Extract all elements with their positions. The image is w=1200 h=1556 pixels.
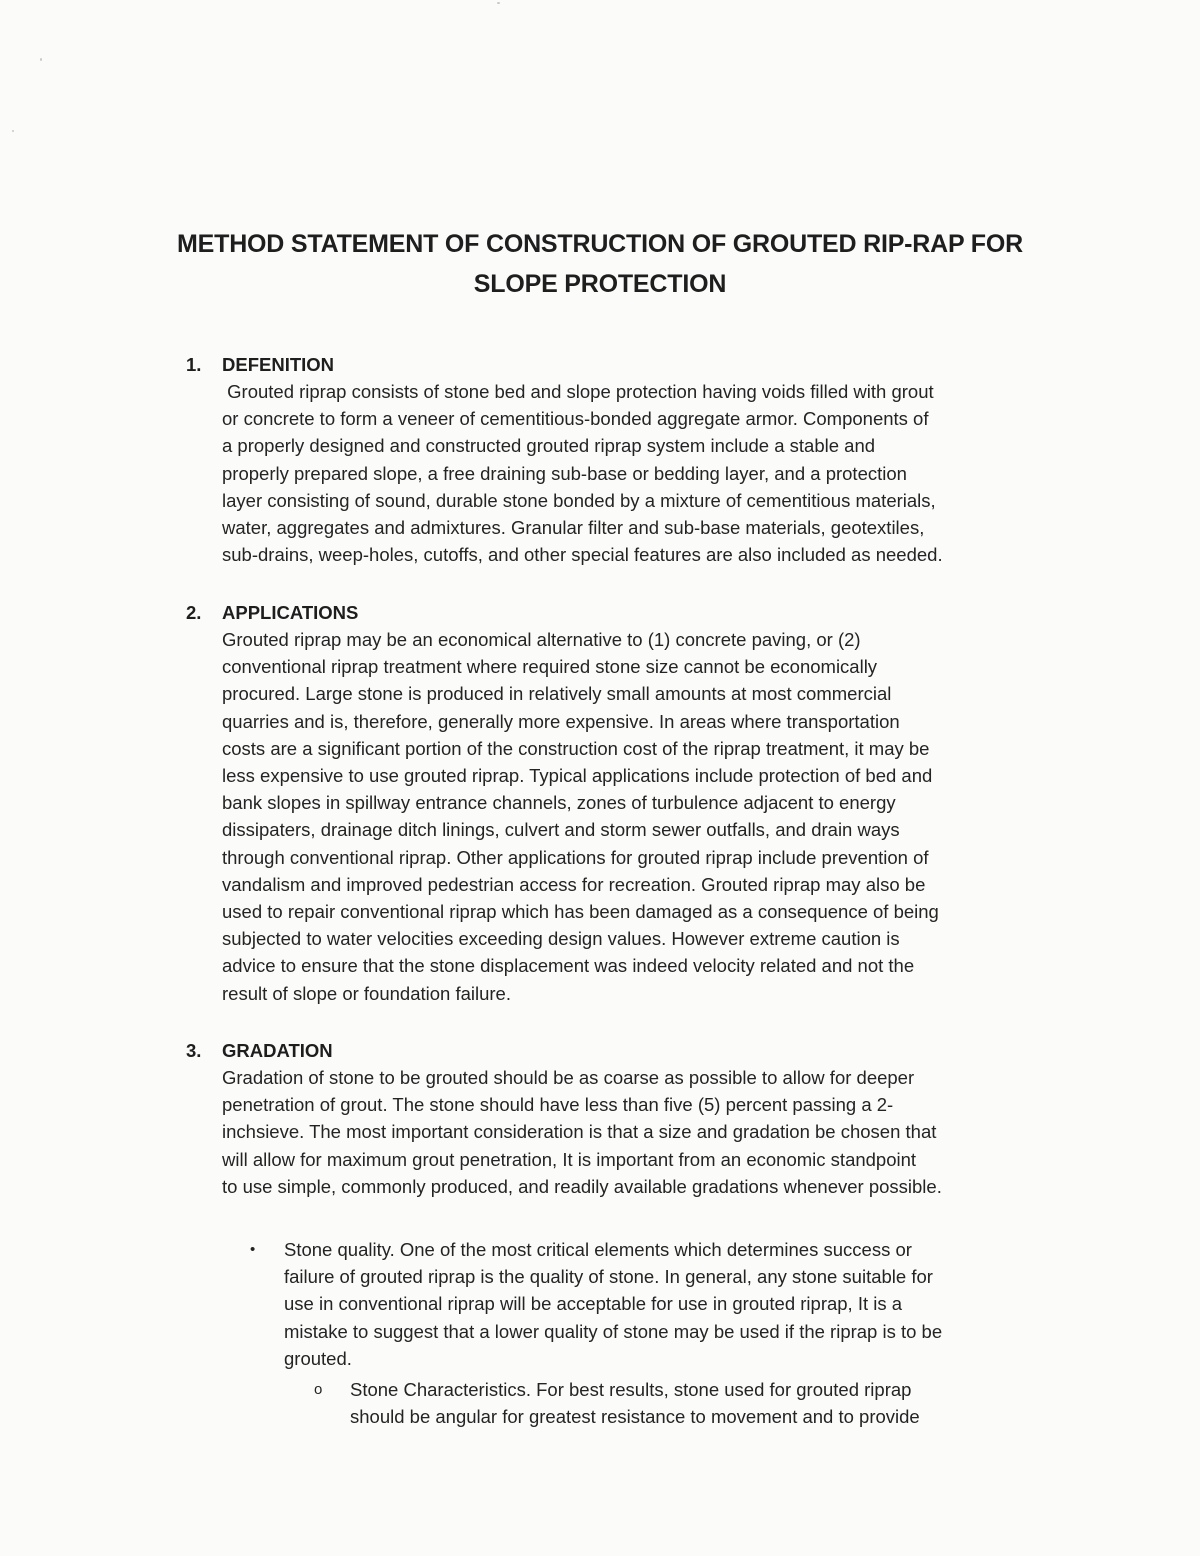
section-number: 3. bbox=[186, 1040, 202, 1061]
bullet-line: grouted. bbox=[284, 1347, 352, 1369]
section-body bbox=[222, 626, 1036, 1007]
section-heading bbox=[186, 600, 1036, 626]
bullet-stone-quality bbox=[250, 1236, 1040, 1372]
body-line: advice to ensure that the stone displacement was indeed velocity related and not the bbox=[222, 955, 915, 977]
document-title bbox=[160, 224, 1040, 304]
body-line: quarries and is, therefore, generally more expensive. In areas where transportation bbox=[222, 710, 900, 732]
bullet-marker: • bbox=[250, 1241, 256, 1258]
body-line: bank slopes in spillway entrance channels, zones of turbulence adjacent to energy bbox=[222, 792, 896, 814]
body-line: result of slope or foundation failure. bbox=[222, 982, 511, 1004]
section-definition bbox=[186, 352, 1036, 568]
body-line: Grouted riprap consists of stone bed and slope protection having voids filled with grout bbox=[222, 381, 934, 402]
section-applications bbox=[186, 600, 1036, 1007]
section-body bbox=[222, 378, 1036, 568]
body-line: to use simple, commonly produced, and readily available gradations whenever possible. bbox=[222, 1175, 942, 1197]
body-line: conventional riprap treatment where required stone size cannot be economically bbox=[222, 656, 878, 678]
section-body bbox=[222, 1064, 1036, 1200]
body-line: used to repair conventional riprap which has been damaged as a consequence of being bbox=[222, 901, 939, 923]
body-line: will allow for maximum grout penetration, It is important from an economic standpoint bbox=[222, 1148, 917, 1170]
sub-bullet-text bbox=[350, 1376, 920, 1430]
scan-speck bbox=[40, 58, 42, 61]
section-number: 1. bbox=[186, 354, 202, 375]
sub-bullet-line: Stone Characteristics. For best results, stone used for grouted riprap bbox=[350, 1379, 912, 1400]
bullet-text bbox=[284, 1236, 942, 1372]
body-line: water, aggregates and admixtures. Granular filter and sub-base materials, geotextiles, bbox=[222, 517, 925, 539]
section-number: 2. bbox=[186, 602, 202, 623]
body-line: procured. Large stone is produced in relatively small amounts at most commercial bbox=[222, 683, 892, 705]
scan-speck bbox=[497, 2, 500, 4]
body-line: Grouted riprap may be an economical alternative to (1) concrete paving, or (2) bbox=[222, 629, 861, 650]
bullet-line: mistake to suggest that a lower quality of stone may be used if the riprap is to be bbox=[284, 1320, 943, 1342]
bullet-line: Stone quality. One of the most critical elements which determines success or bbox=[284, 1239, 912, 1260]
sub-bullet-line: should be angular for greatest resistance to movement and to provide bbox=[350, 1406, 920, 1428]
bullet-line: failure of grouted riprap is the quality of stone. In general, any stone suitable for bbox=[284, 1266, 933, 1288]
body-line: inchsieve. The most important consideration is that a size and gradation be chosen that bbox=[222, 1121, 937, 1143]
sub-bullet-item bbox=[314, 1376, 1034, 1430]
body-line: vandalism and improved pedestrian access for recreation. Grouted riprap may also be bbox=[222, 873, 926, 895]
section-heading bbox=[186, 352, 1036, 378]
body-line: subjected to water velocities exceeding design values. However extreme caution is bbox=[222, 928, 900, 950]
body-line: sub-drains, weep-holes, cutoffs, and other special features are also included as needed. bbox=[222, 544, 943, 566]
body-line: or concrete to form a veneer of cementitious-bonded aggregate armor. Components of bbox=[222, 408, 929, 430]
body-line: a properly designed and constructed grouted riprap system include a stable and bbox=[222, 435, 876, 457]
section-title: GRADATION bbox=[222, 1040, 333, 1061]
body-line: Gradation of stone to be grouted should be as coarse as possible to allow for deeper bbox=[222, 1067, 915, 1088]
body-line: layer consisting of sound, durable stone bonded by a mixture of cementitious materials, bbox=[222, 489, 936, 511]
body-line: through conventional riprap. Other applications for grouted riprap include prevention of bbox=[222, 846, 929, 868]
section-title: DEFENITION bbox=[222, 354, 335, 375]
title-line-1: METHOD STATEMENT OF CONSTRUCTION OF GROUTED RIP-RAP FOR bbox=[177, 230, 1023, 258]
body-line: costs are a significant portion of the construction cost of the riprap treatment, it may be bbox=[222, 737, 930, 759]
bullet-line: use in conventional riprap will be acceptable for use in grouted riprap, It is a bbox=[284, 1293, 903, 1315]
section-gradation bbox=[186, 1038, 1036, 1200]
body-line: penetration of grout. The stone should have less than five (5) percent passing a 2- bbox=[222, 1094, 894, 1116]
sub-bullet-marker: o bbox=[314, 1381, 323, 1398]
body-line: less expensive to use grouted riprap. Typical applications include protection of bed and bbox=[222, 765, 933, 787]
body-line: properly prepared slope, a free draining sub-base or bedding layer, and a protection bbox=[222, 462, 907, 484]
bullet-item bbox=[250, 1236, 1040, 1372]
section-heading bbox=[186, 1038, 1036, 1064]
scan-speck bbox=[12, 130, 14, 132]
title-line-2: SLOPE PROTECTION bbox=[473, 270, 727, 298]
section-title: APPLICATIONS bbox=[222, 602, 359, 623]
sub-bullet-stone-characteristics bbox=[314, 1376, 1034, 1430]
body-line: dissipaters, drainage ditch linings, culvert and storm sewer outfalls, and drain ways bbox=[222, 819, 900, 841]
